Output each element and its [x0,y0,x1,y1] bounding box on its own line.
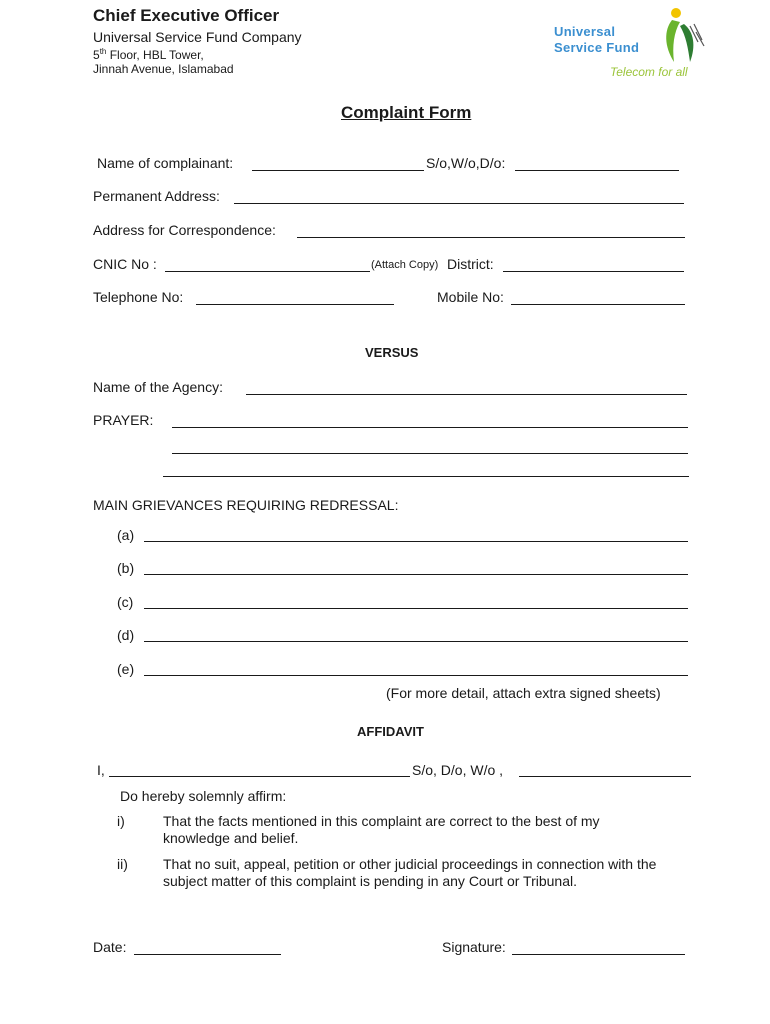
affidavit-sdw-field[interactable] [519,776,691,777]
grievance-field-c[interactable] [144,608,688,609]
affidavit-sdw-label: S/o, D/o, W/o , [412,762,504,778]
grievance-item-label: (d) [117,627,135,643]
grievance-field-e[interactable] [144,675,688,676]
district-label: District: [447,256,494,272]
correspondence-address-label: Address for Correspondence: [93,222,276,238]
grievances-label: MAIN GRIEVANCES REQUIRING REDRESSAL: [93,497,399,513]
signature-label: Signature: [442,939,506,955]
grievance-field-a[interactable] [144,541,688,542]
logo-line-1: Universal [554,24,616,39]
form-title: Complaint Form [341,103,472,122]
telephone-field[interactable] [196,304,394,305]
more-detail-note: (For more detail, attach extra signed sheets) [386,685,661,701]
mobile-field[interactable] [511,304,685,305]
grievance-item-label: (e) [117,661,135,677]
attach-copy-note: (Attach Copy) [371,259,439,271]
agency-field[interactable] [246,394,687,395]
affidavit-item-num: ii) [117,856,128,872]
leaf-figure-icon [650,6,706,68]
affidavit-name-label: I, [97,762,105,778]
logo-tagline: Telecom for all [610,65,688,79]
logo-line-2: Service Fund [554,40,640,55]
affidavit-heading: AFFIDAVIT [357,724,424,739]
floor-rest: Floor, HBL Tower, [106,48,204,62]
grievance-item-label: (a) [117,527,135,543]
address-line-2: Jinnah Avenue, Islamabad [93,62,234,76]
correspondence-address-field[interactable] [297,237,685,238]
date-field[interactable] [134,954,281,955]
cnic-label: CNIC No : [93,256,157,272]
floor-suffix: th [99,47,107,56]
grievance-item-label: (c) [117,594,134,610]
date-label: Date: [93,939,127,955]
cnic-field[interactable] [165,271,370,272]
grievance-field-b[interactable] [144,574,688,575]
mobile-label: Mobile No: [437,289,504,305]
affidavit-name-field[interactable] [109,776,410,777]
swd-field[interactable] [515,170,679,171]
versus-heading: VERSUS [365,345,419,360]
prayer-field-3[interactable] [163,476,689,477]
usf-logo [550,6,710,84]
affirm-text: Do hereby solemnly affirm: [120,788,287,804]
agency-label: Name of the Agency: [93,379,223,395]
address-line-1 [93,47,204,62]
grievance-field-d[interactable] [144,641,688,642]
permanent-address-label: Permanent Address: [93,188,220,204]
signature-field[interactable] [512,954,685,955]
prayer-label: PRAYER: [93,412,154,428]
district-field[interactable] [503,271,684,272]
floor-number: 5 [93,48,100,62]
affidavit-item-text: That the facts mentioned in this complaint are correct to the best of my knowledge and belief. [163,813,600,846]
grievance-item-label: (b) [117,560,135,576]
affidavit-item-num: i) [117,813,125,829]
swd-label: S/o,W/o,D/o: [426,155,506,171]
telephone-label: Telephone No: [93,289,184,305]
complainant-name-label: Name of complainant: [97,155,234,171]
complainant-name-field[interactable] [252,170,424,171]
org-name: Universal Service Fund Company [93,29,302,45]
permanent-address-field[interactable] [234,203,684,204]
prayer-field-2[interactable] [172,453,688,454]
prayer-field-1[interactable] [172,427,688,428]
page-title: Chief Executive Officer [93,6,280,25]
affidavit-item-text: That no suit, appeal, petition or other judicial proceedings in connection with the subject matter of this complaint is pending in any Court or Tribunal. [163,856,657,889]
